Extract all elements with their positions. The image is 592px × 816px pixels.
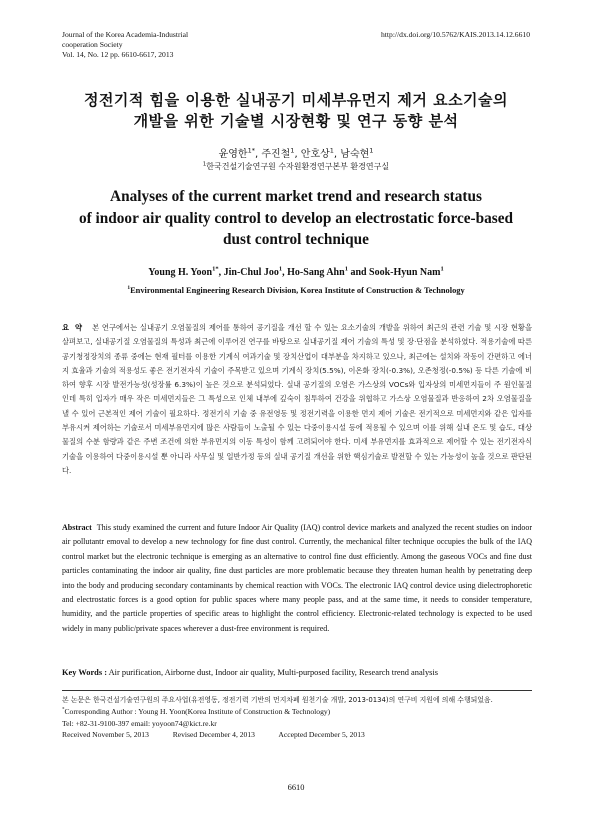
author-superscript: 1* [247,146,255,155]
author-superscript: 1 [440,265,444,273]
english-affiliation [0,285,592,296]
english-abstract [62,521,532,636]
english-title-line3: dust control technique [223,231,369,248]
doi-link[interactable]: http://dx.doi.org/10.5762/KAIS.2013.14.12.6610 [381,30,530,39]
english-title-line1: Analyses of the current market trend and research status [110,188,482,205]
footnote-divider [62,690,532,691]
korean-title [40,90,552,132]
author-superscript: 1 [329,146,334,155]
accepted-date: Accepted December 5, 2013 [278,729,365,739]
separator: , [294,149,301,160]
affiliation-text: Environmental Engineering Research Division, Korea Institute of Construction & Technology [130,286,465,295]
page-number: 6610 [287,783,305,792]
korean-abstract-text: 본 연구에서는 실내공기 오염물질의 제어를 통하여 공기질을 개선 할 수 있는 요소기술의 개발을 위하여 최근의 관련 기술 및 시장 현황을 살펴보고, 실내공기질 오염물질의 특성과 최근에 이루어진 연구를 바탕으로 실내공기질 제어 기술의 특성 및 장·단점을 분석하였다. 적용기술에 따른 공기청정장치의 종류 중에는 현재 필터를 이용한 기계식 여과기술 및 장치산업이 대부분을 차지하고 있으나, 최근에는 설치와 작동이 간편하고 에너지 효율과 기술의 적용성도 좋은 전기전자식 기술이 주목받고 있으며 기계식 장치(5.5%), 이온화 장치(-0.3%), 오존청정(-0.5%) 등 다른 기술에 비하여 향후 시장 발전가능성(성장률 6.3%)이 높은 것으로 분석되었다. 실내 공기질의 오염은 가스상의 VOCs와 입자상의 미세먼지들이 주 원인물질인데 특히 입자가 매우 작은 미세먼지들은 그 특성으로 인체 내부에 깊숙이 침투하여 건강을 위협하고 가스상 오염물질과 반응하여 2차 오염물질을 낼 수 있어 근본적인 제어 기술이 필요하다. 정전기식 기술 중 유전영동 및 정전기력을 이용한 먼지 제어 기술은 전기적으로 미세먼지와 같은 입자를 부유시켜 제어하는 기술로서 미세부유먼지에 많은 사람들이 노출될 수 있는 다중이용시설 등에 적용될 수 있으며 이를 위해 실내 온도 및 습도, 대상물질의 수분 함량과 같은 주변 조건에 의한 부유먼지의 이동 특성이 함께 고려되어야 한다. 미세 부유먼지를 효과적으로 제어할 수 있는 전기전자식 기술을 이용하여 다중이용시설 뿐 아니라 사무실 및 일반가정 등의 실내 공기질 개선을 위한 핵심기술로 발전할 수 있는 가능성이 높을 것으로 판단된다. [62,323,532,475]
english-title-line2: of indoor air quality control to develop an electrostatic force-based [78,209,514,227]
affiliation-text: 한국건설기술연구원 수자원환경연구본부 환경연구실 [206,162,390,171]
english-abstract-label: Abstract [62,523,92,532]
author-superscript: 1* [212,265,219,273]
journal-info [62,30,188,60]
contact-info: Tel: +82-31-9100-397 email: yoyoon74@kict.re.kr [62,718,217,728]
author-superscript: 1 [369,146,374,155]
author-name: 주진철 [261,149,291,160]
funding-note: 본 논문은 한국건설기술연구원의 주요사업(유전영동, 정전기력 기반의 먼지차폐 원천기술 개발, 2013-0134)의 연구비 지원에 의해 수행되었음. [62,696,493,704]
journal-volume: Vol. 14, No. 12 pp. 6610-6617, 2013 [62,50,174,59]
author-name: and Sook-Hyun Nam [347,267,441,278]
korean-abstract-label: 요약 [62,323,89,332]
author-superscript: 1 [290,146,295,155]
author-name: 남숙현 [340,149,370,160]
corresponding-marker: * [62,707,65,713]
korean-title-line2: 개발을 위한 기술별 시장현황 및 연구 동향 분석 [133,112,459,130]
received-date: Received November 5, 2013 [62,729,149,739]
english-authors [0,266,592,279]
author-name: , Ho-Sang Ahn [282,267,345,278]
korean-authors [0,148,592,161]
author-name: Young H. Yoon [148,267,213,278]
korean-affiliation [0,162,592,172]
corresponding-author-text: Corresponding Author : Young H. Yoon(Korea Institute of Construction & Technology) [64,707,331,717]
journal-name-line1: Journal of the Korea Academia-Industrial [62,30,189,39]
author-name: 안호상 [300,149,330,160]
separator: , [254,149,262,160]
corresponding-author [62,706,532,717]
keywords [62,667,532,679]
korean-abstract [62,321,532,478]
author-superscript: 1 [278,265,283,273]
dates-line [62,729,532,740]
footnote [62,695,532,740]
author-name: 윤영한 [218,149,248,160]
journal-name-line2: cooperation Society [62,40,123,49]
author-superscript: 1 [344,265,348,273]
english-title [40,186,552,251]
affiliation-superscript: 1 [202,161,207,168]
keywords-label: Key Words : [62,668,107,677]
keywords-text: Air purification, Airborne dust, Indoor air quality, Multi-purposed facility, Research trend analysis [108,668,439,677]
separator: , [333,149,341,160]
affiliation-superscript: 1 [127,285,131,292]
revised-date: Revised December 4, 2013 [172,729,255,739]
author-name: , Jin-Chul Joo [218,267,279,278]
korean-title-line1: 정전기적 힘을 이용한 실내공기 미세부유먼지 제거 요소기술의 [83,91,509,109]
english-abstract-text: This study examined the current and future Indoor Air Quality (IAQ) control device markets and analyzed the recent studies on indoor air pollutantr emoval to develop a new technology for fine dust control. Currently, the mechanical filter technique occupies the bulk of the IAQ control market but the electronic technique is emerging as an alternative to control fine dust efficiently. Among the gaseous VOCs and fine dust particles contaminating the indoor air quality, fine dust particles are more problematic because they threaten human health by penetrating deep into the body and producing secondary contaminants by chemical reaction with VOCs. The electronic IAQ control device using dielectrophoretic and electrostatic forces is a good option for public spaces where many people pass, and at the same time, it needs to consider temperature, humidity, and the particle properties of specific areas to highlight the control efficiency. Electronic-related technology is expected to be used widely in many public/private spaces wherever a dust-free environment is required. [62,523,532,633]
